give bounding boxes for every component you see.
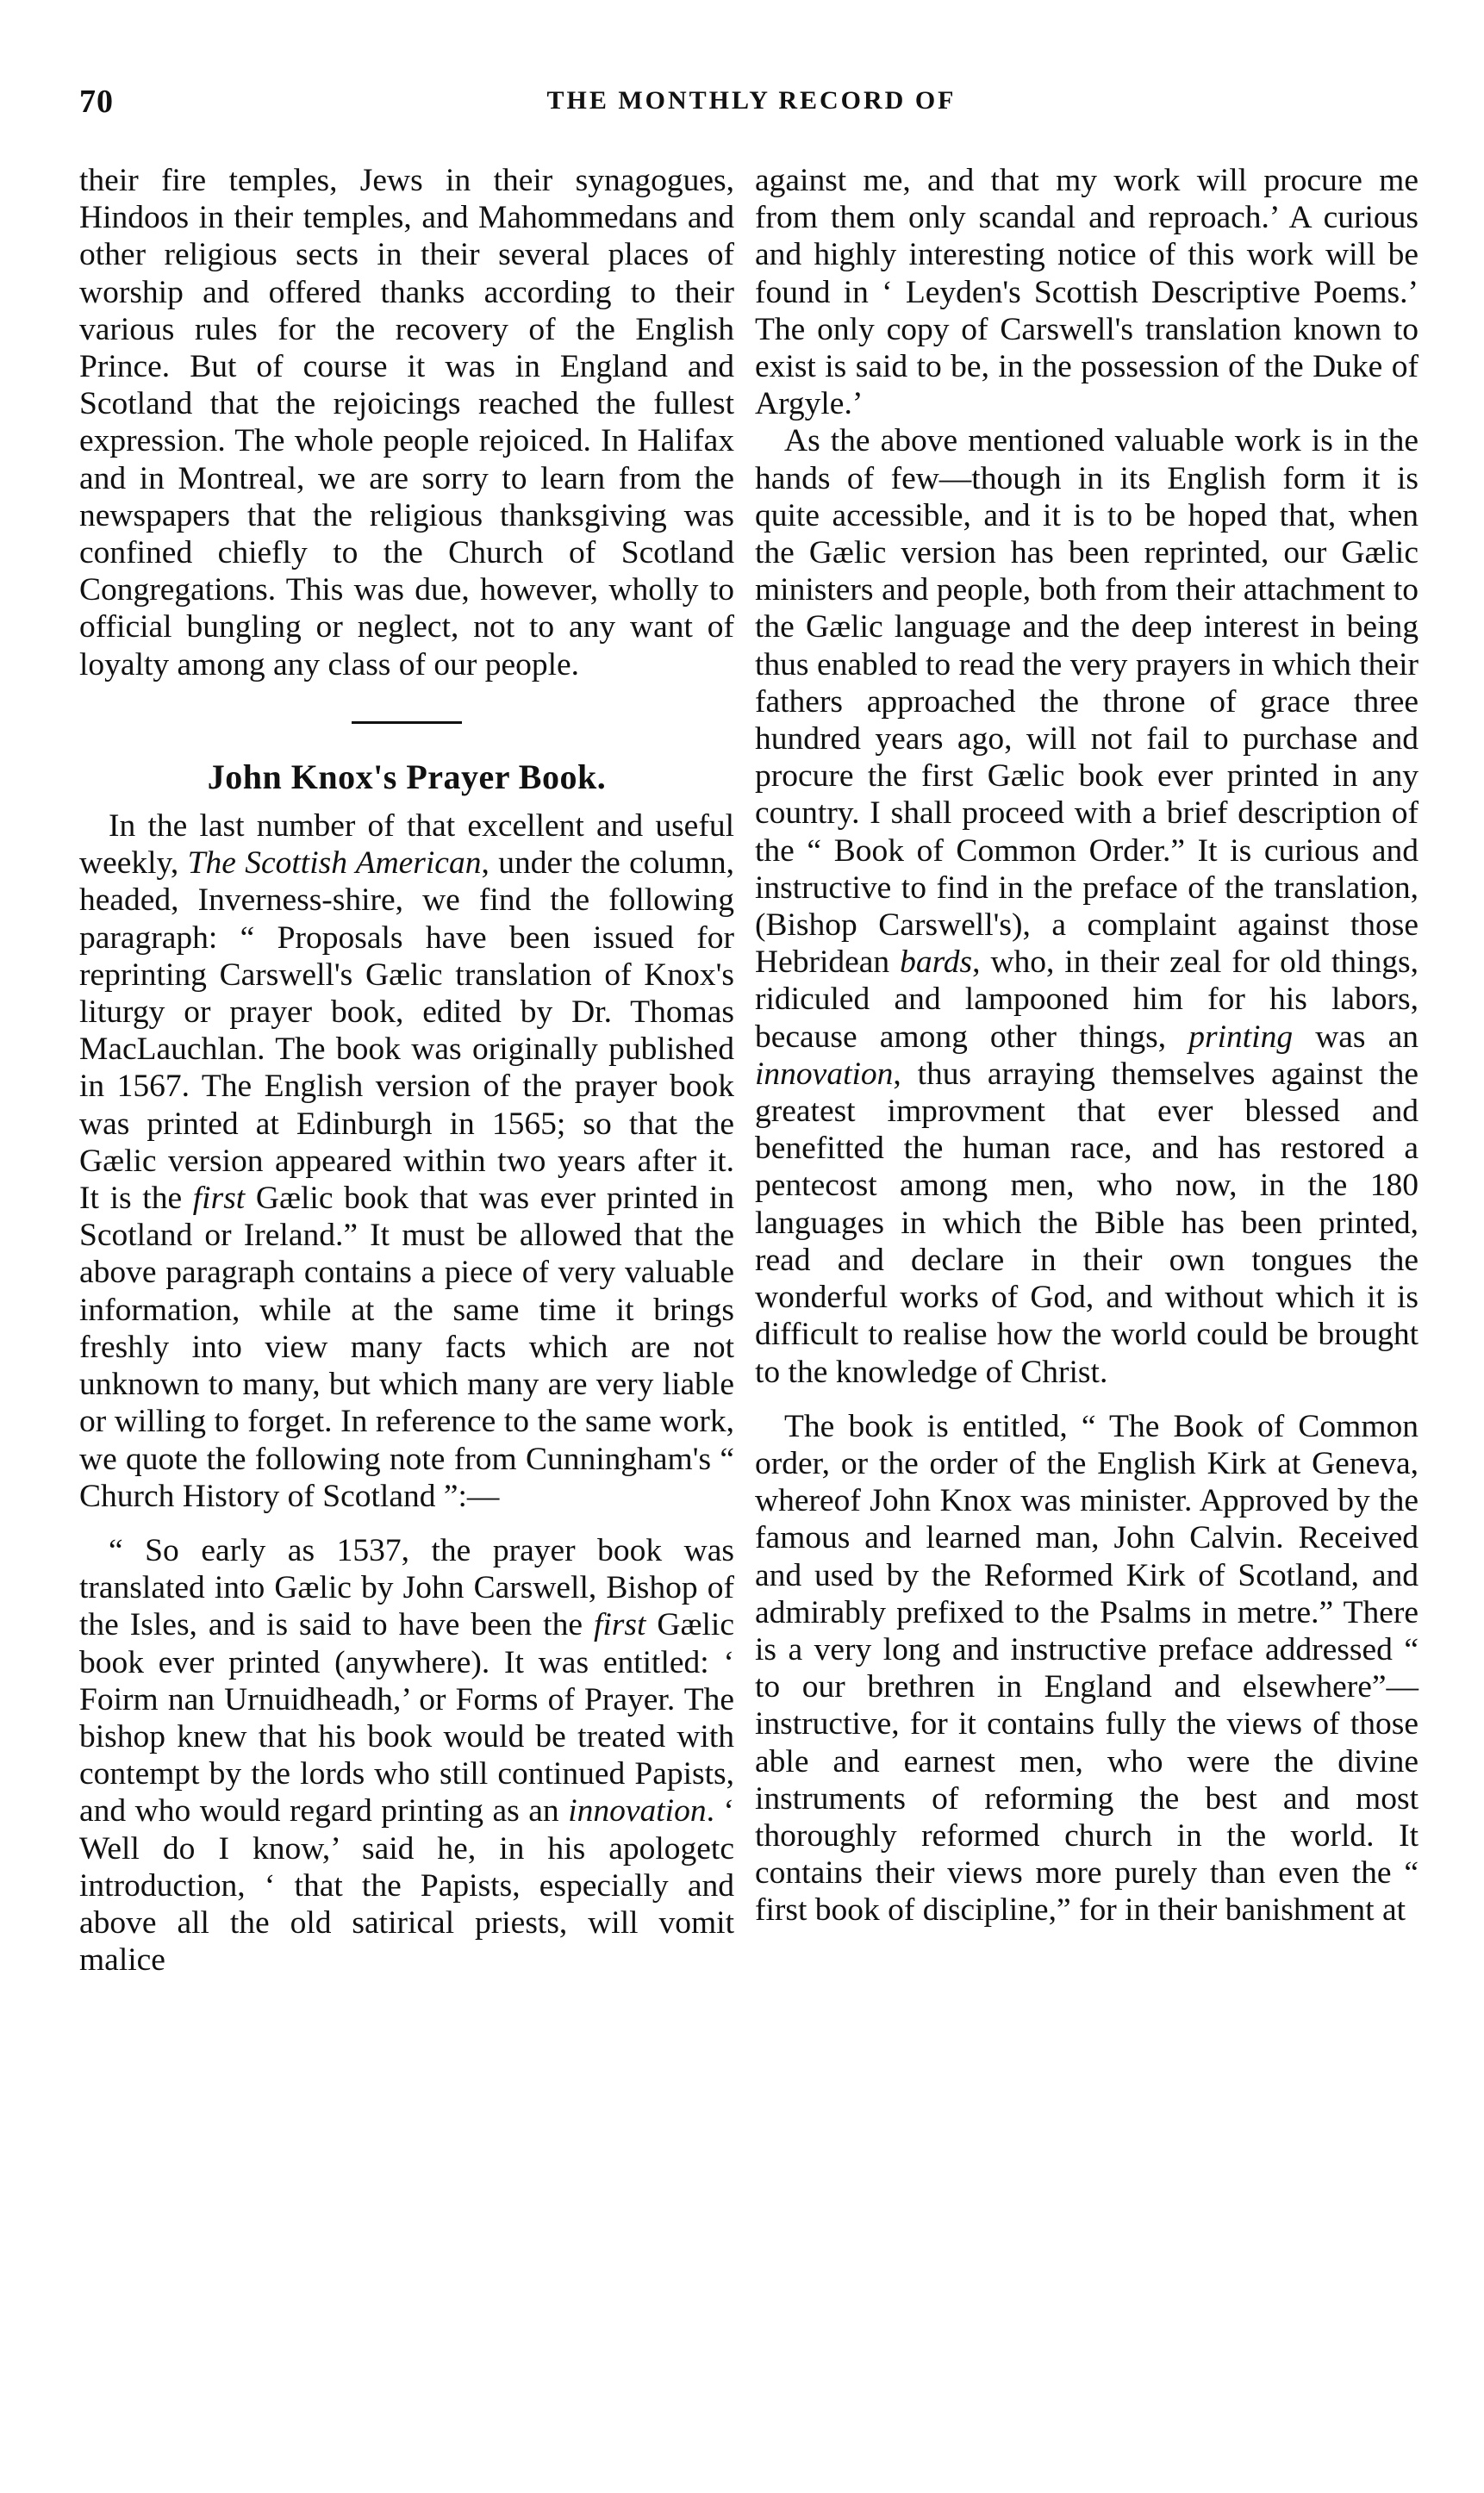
text-run: As the above mentioned valuable work is in the hands of few—though in its English form it is quite accessible, and it is to be hoped that, when the Gælic version has been reprinted, our Gælic ministers and people, both from their attachment to the Gælic language and the deep interest in being thus enabled to read the very prayers in which their fathers approached the throne of grace three hundred years ago, will not fail to purchase and procure the first Gælic book ever printed in any country. I shall proceed with a brief description of the “ Book of Common Order.” It is curious and instructive to find in the preface of the translation, (Bishop Carswell's), a complaint against those Hebridean [755,423,1419,981]
text-run: , who, in their zeal for old things, ridiculed and lampooned him for his labors, because among other things, [755,944,1419,1055]
left-column [79,162,734,1979]
paragraph [755,422,1419,1390]
text-run: was an [1293,1019,1419,1055]
text-run: . ‘ Well do I know,’ said he, in his apologetc introduction, ‘ that the Papists, especially and above all the old satirical priests, will vomit malice [79,1793,734,1979]
italic-text: first [192,1181,246,1217]
page-number: 70 [79,84,114,120]
italic-text: first [593,1607,646,1643]
text-run: , under the column, headed, Inverness-shire, we find the following paragraph: “ Proposals have been issued for reprinting Carswell's Gælic translation of Knox's liturgy or prayer book, edited by Dr. Thomas MacLauchlan. The book was originally published in 1567. The English version of the prayer book was printed at Edinburgh in 1565; so that the Gælic version appeared within two years after it. It is the [79,845,735,1217]
italic-text: The Scottish American [187,845,482,882]
paragraph: The book is entitled, “ The Book of Common order, or the order of the English Kirk at Geneva, whereof John Knox was minister. Approved by the famous and learned man, John Calvin. Received and used by the Reformed Kirk of Scotland, and admirably prefixed to the Psalms in metre.” There is a very long and instructive preface addressed “ to our brethren in England and elsewhere”—instructive, for it contains fully the views of those able and earnest men, who were the divine instruments of reforming the best and most thoroughly reformed church in the world. It contains their views more purely than even the “ first book of discipline,” for in their banishment at [755,1408,1419,1929]
text-run: Gælic book that was ever printed in Scotland or Ireland.” It must be allowed that the above paragraph contains a piece of very valuable information, while at the same time it brings freshly into view many facts which are not unknown to many, but which many are very liable or willing to forget. In reference to the same work, we quote the following note from Cunningham's “ Church History of Scotland ”:— [79,1181,734,1514]
quotation-paragraph [79,1532,734,1979]
text-run: “ So early as 1537, the prayer book was translated into Gælic by John Carswell, Bishop of the Isles, and is said to have been the [79,1532,734,1643]
right-column [755,162,1419,1929]
running-head: THE MONTHLY RECORD OF [546,86,957,115]
italic-text: bards [900,944,973,981]
paragraph [79,807,734,1515]
paragraph: their fire temples, Jews in their synagogues, Hindoos in their temples, and Mahommedans and other religious sects in their several places of worship and offered thanks according to their various rules for the recovery of the English Prince. But of course it was in England and Scotland that the rejoicings reached the fullest expression. The whole people rejoiced. In Halifax and in Montreal, we are sorry to learn from the newspapers that the religious thanksgiving was confined chiefly to the Church of Scotland Congregations. This was due, however, wholly to official bungling or neglect, not to any want of loyalty among any class of our people. [79,163,734,682]
paragraph-gap [79,1515,734,1532]
section-title: John Knox's Prayer Book. [207,757,607,796]
paragraph: against me, and that my work will procure me from them only scandal and reproach.’ A curious and highly interesting notice of this work will be found in ‘ Leyden's Scottish Descriptive Poems.’ The only copy of Carswell's translation known to exist is said to be, in the possession of the Duke of Argyle.’ [755,163,1419,422]
italic-text: innovation [755,1056,894,1092]
text-run: Gælic book ever printed (anywhere). It was entitled: ‘ Foirm nan Urnuidheadh,’ or Forms of Prayer. The bishop knew that his book would be treated with contempt by the lords who still continued Papists, and who would regard printing as an [79,1607,734,1829]
paragraph-gap [755,1391,1419,1408]
text-run: In the last number of that excellent and useful weekly, [79,808,734,882]
section-divider [352,721,462,724]
page-header [79,83,1424,122]
text-run: , thus arraying themselves against the greatest improvment that ever blessed and benefitted the human race, and has restored a pentecost among men, who now, in the 180 languages in which the Bible has been printed, read and declare in their own tongues the wonderful works of God, and without which it is difficult to realise how the world could be brought to the knowledge of Christ. [755,1056,1419,1390]
italic-text: innovation [568,1793,707,1829]
italic-text: printing [1188,1019,1294,1055]
